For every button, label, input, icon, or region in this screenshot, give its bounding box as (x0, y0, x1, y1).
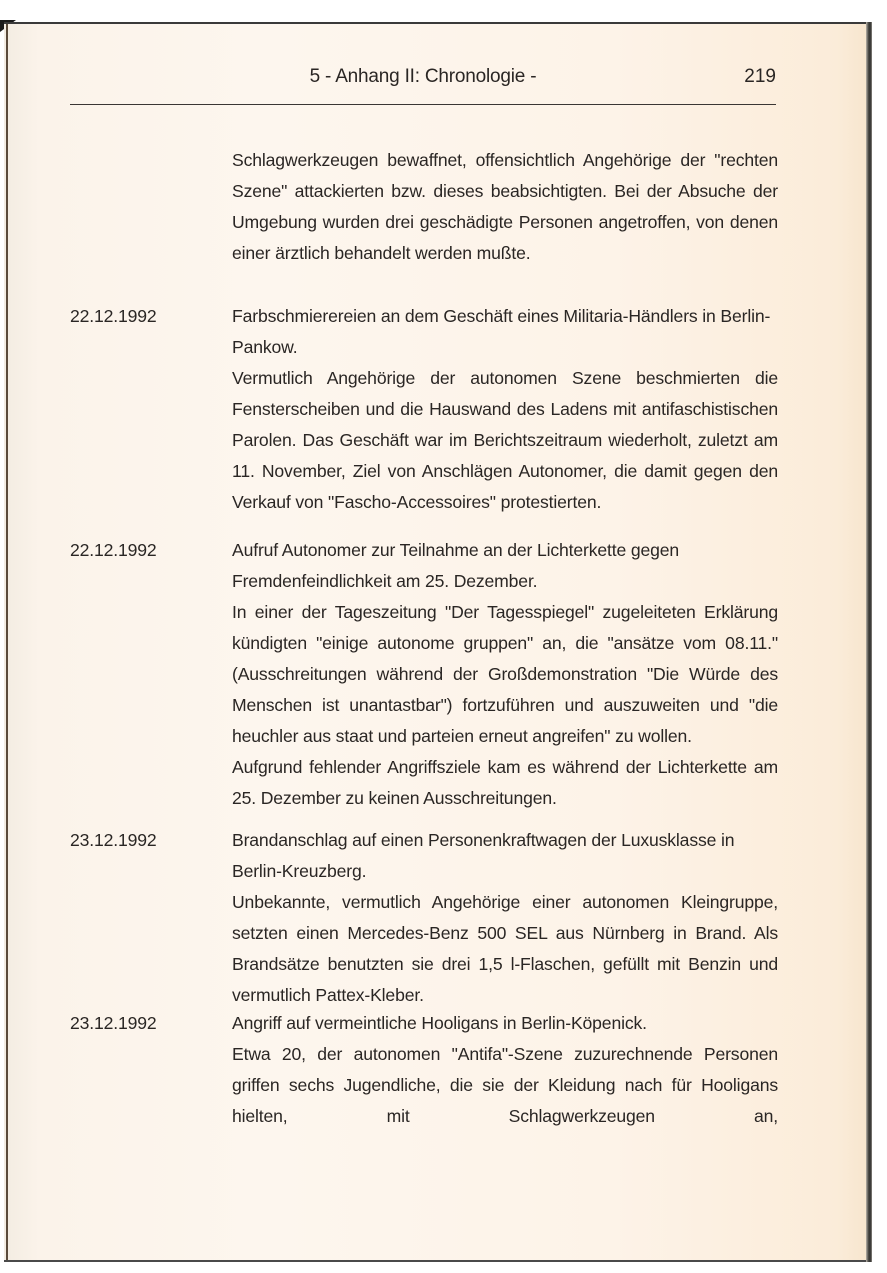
entry-paragraph: In einer der Tageszeitung "Der Tagesspiegel" zugeleiteten Erklärung kündigten "einige autonome gruppen" an, die "ansätze vom 08.11." (Ausschreitungen während der Großdemonstration "Die Würde des Menschen ist unantastbar") fortzuführen und auszuweiten und "die heuchler aus staat und parteien erneut angreifen" zu wollen. (232, 602, 778, 746)
entry-content (232, 1008, 778, 1132)
page-number: 219 (744, 66, 776, 87)
entry-headline: Aufruf Autonomer zur Teilnahme an der Lichterkette gegen Fremdenfeindlichkeit am 25. Dezember. (232, 540, 680, 591)
entry-paragraph: Etwa 20, der autonomen "Antifa"-Szene zuzurechnende Personen griffen sechs Jugendliche, die sie der Kleidung nach für Hooligans hielten, mit Schlagwerkzeugen an, (232, 1044, 778, 1126)
entry-paragraph: Vermutlich Angehörige der autonomen Szene beschmierten die Fensterscheiben und die Hauswand des Ladens mit antifaschistischen Parolen. Das Geschäft war im Berichtszeitraum wiederholt, zuletzt am 11. November, Ziel von Anschlägen Autonomer, die damit gegen den Verkauf von "Fascho-Accessoires" protestierten. (232, 368, 778, 512)
entry-paragraph: Aufgrund fehlender Angriffsziele kam es während der Lichterkette am 25. Dezember zu keinen Ausschreitungen. (232, 757, 778, 808)
entry-content (232, 825, 778, 1011)
entry-headline: Brandanschlag auf einen Personenkraftwagen der Luxusklasse in Berlin-Kreuzberg. (232, 830, 735, 881)
entry-date: 23.12.1992 (70, 830, 157, 850)
entry-headline: Angriff auf vermeintliche Hooligans in Berlin-Köpenick. (232, 1013, 647, 1033)
entry-date: 22.12.1992 (70, 540, 157, 560)
continued-paragraph: Schlagwerkzeugen bewaffnet, offensichtlich Angehörige der "rechten Szene" attackierten bzw. dieses beabsichtigten. Bei der Absuche der Umgebung wurden drei geschädigte Personen angetroffen, von denen einer ärztlich behandelt werden mußte. (232, 150, 778, 263)
entry-date: 23.12.1992 (70, 1013, 157, 1033)
entry-headline: Farbschmierereien an dem Geschäft eines Militaria-Händlers in Berlin-Pankow. (232, 306, 771, 357)
entry-paragraph: Unbekannte, vermutlich Angehörige einer autonomen Kleingruppe, setzten einen Mercedes-Benz 500 SEL aus Nürnberg in Brand. Als Brandsätze benutzten sie drei 1,5 l-Flaschen, gefüllt mit Benzin und vermutlich Pattex-Kleber. (232, 892, 778, 1005)
entry-date: 22.12.1992 (70, 306, 157, 326)
entry-content (232, 301, 778, 518)
entry-content (232, 535, 778, 814)
page-edge-shadow (866, 22, 872, 1262)
running-header (70, 64, 776, 94)
chapter-title: 5 - Anhang II: Chronologie - (309, 66, 537, 87)
header-rule (70, 104, 776, 105)
